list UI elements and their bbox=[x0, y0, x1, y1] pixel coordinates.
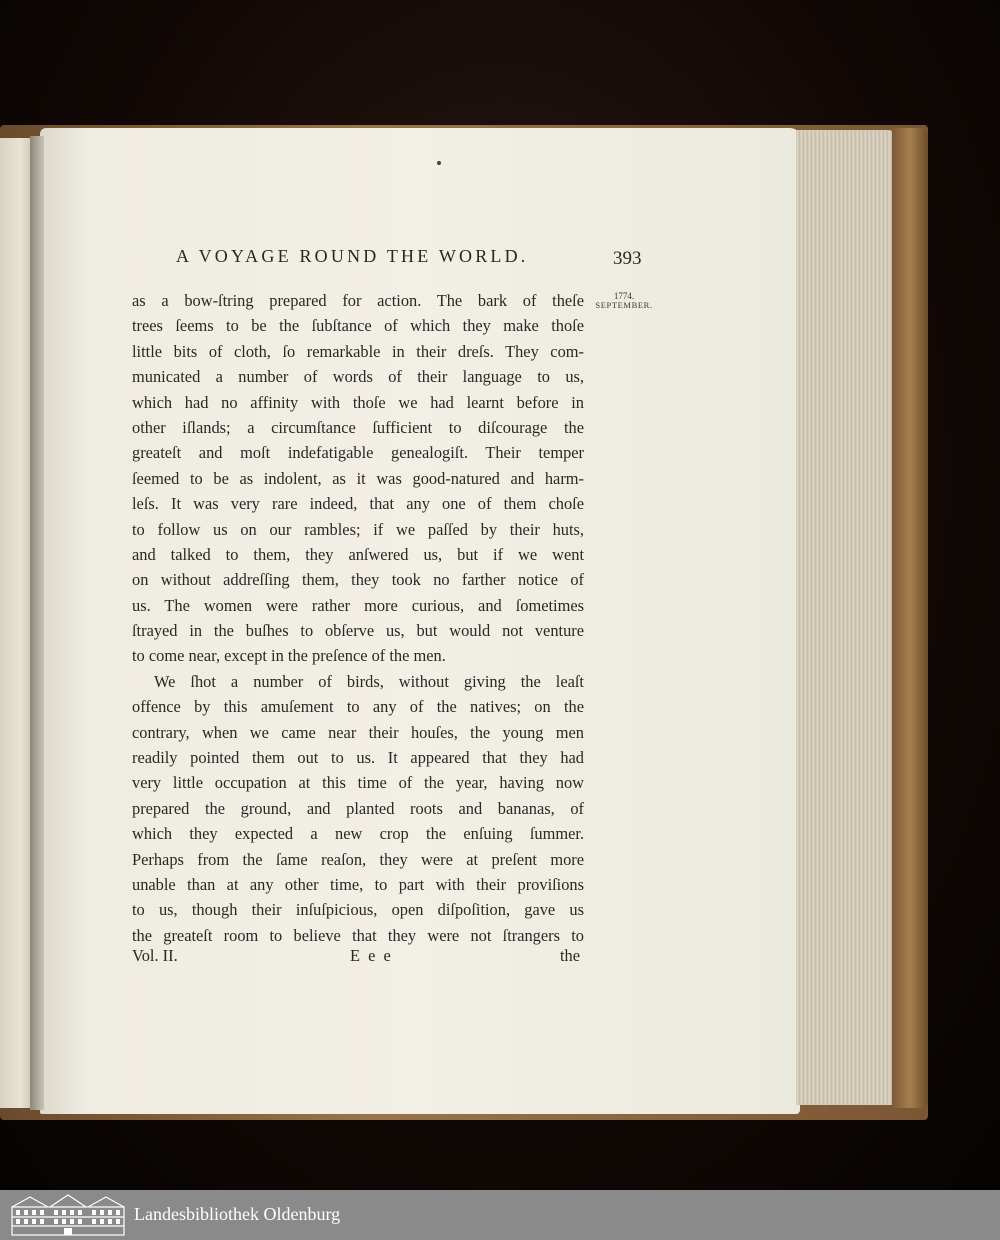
signature-mark: E e e bbox=[350, 946, 393, 965]
text-line: us. The women were rather more curious, and ſometimes bbox=[132, 595, 584, 615]
text-line: trees ſeems to be the ſubſtance of which they make thoſe bbox=[132, 316, 584, 336]
text-line: which had no affinity with thoſe we had learnt before in bbox=[132, 392, 584, 412]
text-line: and talked to them, they anſwered us, but if we went bbox=[132, 544, 584, 564]
volume-label: Vol. II. bbox=[132, 946, 178, 965]
text-line: ſtrayed in the buſhes to obſerve us, but would not venture bbox=[132, 621, 584, 641]
page-footer bbox=[132, 946, 584, 970]
marginal-month: SEPTEMBER. bbox=[595, 300, 653, 310]
text-line: to follow us on our rambles; if we paſſed by their huts, bbox=[132, 519, 584, 539]
text-line: little bits of cloth, ſo remarkable in their dreſs. They com- bbox=[132, 341, 584, 361]
text-line: ſeemed to be as indolent, as it was good-natured and harm- bbox=[132, 468, 584, 488]
marginal-year: 1774. bbox=[613, 291, 635, 301]
page-number: 393 bbox=[613, 248, 642, 269]
text-line: which they expected a new crop the enſuing ſummer. bbox=[132, 824, 584, 844]
running-head: A VOYAGE ROUND THE WORLD. bbox=[176, 246, 529, 266]
text-line: readily pointed them out to us. It appeared that they had bbox=[132, 748, 584, 768]
body-text bbox=[132, 288, 584, 948]
text-line: on without addreſſing them, they took no farther notice of bbox=[132, 570, 584, 590]
book-board-right bbox=[892, 128, 928, 1108]
text-line: as a bow-ſtring prepared for action. The bark of theſe bbox=[132, 291, 584, 310]
marginal-note bbox=[591, 292, 657, 310]
text-line: to us, though their inſuſpicious, open diſpoſition, gave us bbox=[132, 900, 584, 920]
book-gutter bbox=[30, 136, 44, 1110]
text-line: the greateſt room to believe that they were not ſtrangers to bbox=[132, 925, 584, 945]
library-building-logo-icon bbox=[10, 1193, 126, 1237]
text-line: very little occupation at this time of the year, having now bbox=[132, 773, 584, 793]
text-line: greateſt and moſt indefatigable genealogiſt. Their temper bbox=[132, 443, 584, 463]
text-line: unable than at any other time, to part with their proviſions bbox=[132, 874, 584, 894]
text-line: other iſlands; a circumſtance ſufficient to diſcourage the bbox=[132, 417, 584, 437]
text-line: municated a number of words of their language to us, bbox=[132, 367, 584, 387]
text-line: leſs. It was very rare indeed, that any one of them choſe bbox=[132, 494, 584, 514]
library-footer-bar bbox=[0, 1190, 1000, 1240]
catchword: the bbox=[559, 946, 580, 965]
text-line: contrary, when we came near their houſes, the young men bbox=[132, 722, 584, 742]
text-line: Perhaps from the ſame reaſon, they were at preſent more bbox=[132, 849, 584, 869]
text-line: to come near, except in the preſence of the men. bbox=[132, 646, 446, 666]
left-page-edge bbox=[0, 138, 34, 1108]
library-name: Landesbibliothek Oldenburg bbox=[134, 1204, 341, 1224]
page-speck bbox=[437, 161, 441, 165]
text-line: prepared the ground, and planted roots and bananas, of bbox=[132, 798, 584, 818]
page-edges bbox=[796, 130, 896, 1105]
text-line: offence by this amuſement to any of the natives; on the bbox=[132, 697, 584, 717]
text-line: We ſhot a number of birds, without giving the leaſt bbox=[154, 671, 584, 691]
